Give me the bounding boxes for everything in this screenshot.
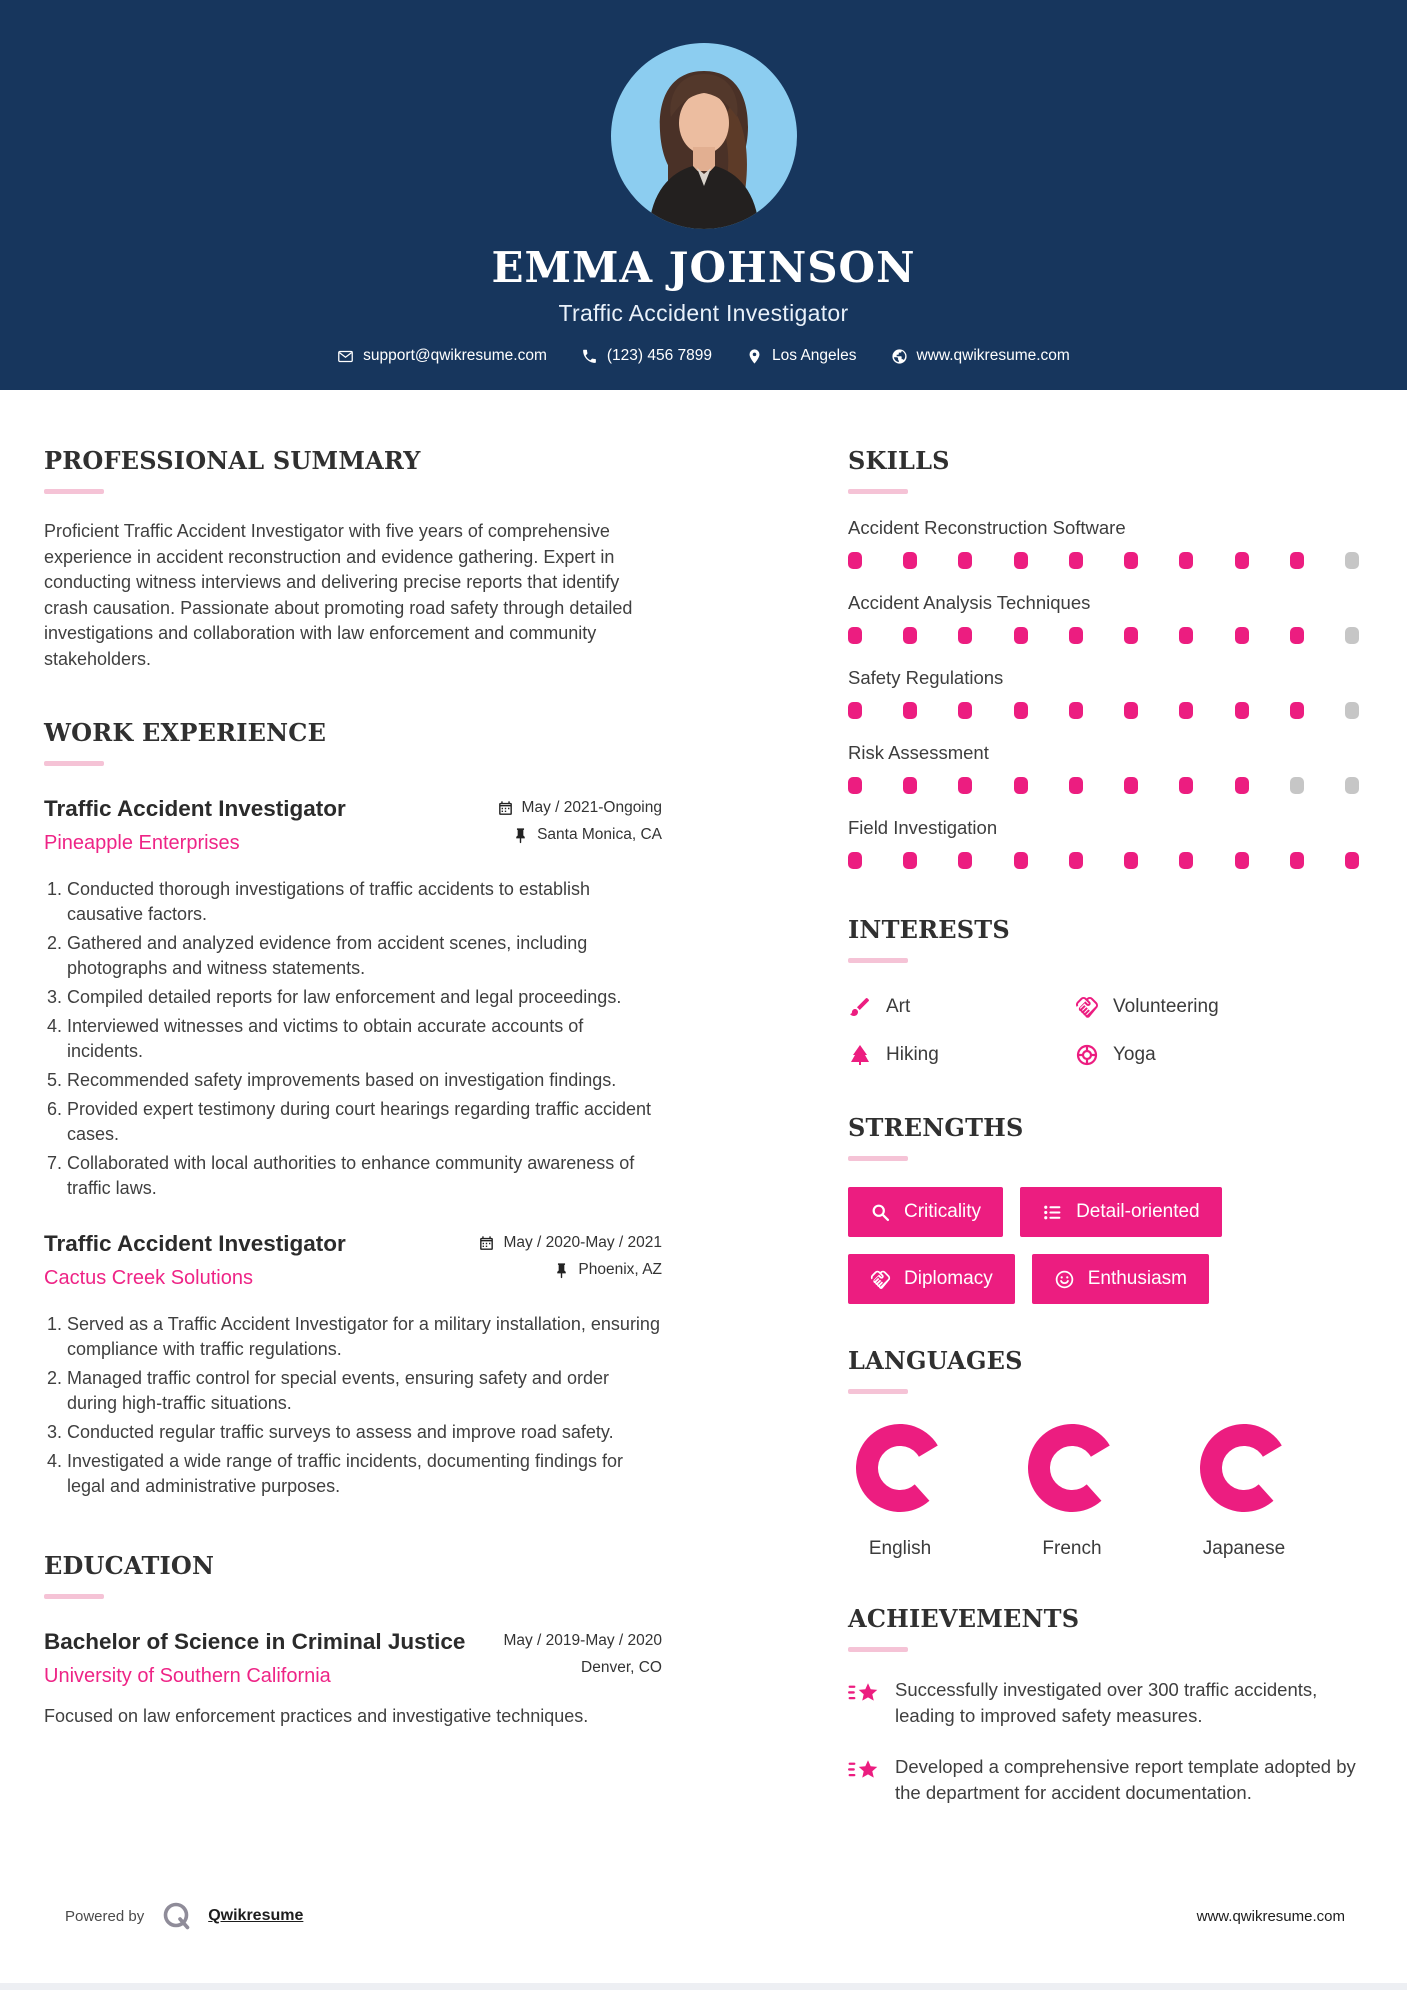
skill-dot-empty bbox=[1345, 552, 1359, 569]
education-description: Focused on law enforcement practices and investigative techniques. bbox=[44, 1706, 589, 1726]
section-heading: ACHIEVEMENTS bbox=[848, 1604, 1080, 1633]
skill-dot-filled bbox=[958, 552, 972, 569]
footer-website-link[interactable]: www.qwikresume.com bbox=[1196, 1907, 1345, 1925]
strength-chip bbox=[1032, 1254, 1209, 1304]
language-item bbox=[1192, 1424, 1364, 1560]
job-location: Santa Monica, CA bbox=[537, 826, 662, 843]
skill-dot-filled bbox=[903, 702, 917, 719]
contact-item bbox=[581, 347, 712, 365]
skill-dot-filled bbox=[1014, 552, 1028, 569]
heading-rule bbox=[848, 1389, 908, 1394]
language-item bbox=[848, 1424, 1020, 1560]
heading-rule bbox=[44, 489, 104, 494]
skill-name: Accident Analysis Techniques bbox=[848, 592, 1091, 613]
section-heading: PROFESSIONAL SUMMARY bbox=[44, 446, 421, 475]
pushpin-icon bbox=[556, 1660, 573, 1677]
interest-grid bbox=[848, 971, 1359, 1067]
language-level-arc bbox=[1028, 1424, 1116, 1512]
handshake-icon bbox=[870, 1269, 891, 1290]
skill-dot-filled bbox=[958, 777, 972, 794]
skill-dot-filled bbox=[1235, 777, 1249, 794]
skill-rating bbox=[848, 627, 1359, 644]
calendar-icon bbox=[497, 800, 514, 817]
skill-rating bbox=[848, 777, 1359, 794]
main-content bbox=[0, 390, 1407, 1806]
shooting-star-icon bbox=[848, 1679, 880, 1707]
skill-dot-empty bbox=[1290, 777, 1304, 794]
job-bullet: 3. Conducted regular traffic surveys to assess and improve road safety. bbox=[67, 1420, 662, 1445]
strength-chip bbox=[1020, 1187, 1222, 1237]
job-bullet: 2. Gathered and analyzed evidence from accident scenes, including photographs and witness statements. bbox=[67, 931, 662, 981]
contact-text: support@qwikresume.com bbox=[363, 347, 547, 364]
list-icon bbox=[1042, 1202, 1063, 1223]
contact-row bbox=[0, 347, 1407, 365]
skill-dot-filled bbox=[1290, 552, 1304, 569]
skill-dot-filled bbox=[1124, 702, 1138, 719]
skill-dot-filled bbox=[848, 627, 862, 644]
interest-label: Hiking bbox=[886, 1044, 939, 1065]
contact-text: (123) 456 7899 bbox=[606, 347, 713, 364]
skill-dot-filled bbox=[958, 702, 972, 719]
skill-dot-empty bbox=[1345, 627, 1359, 644]
section-heading: STRENGTHS bbox=[848, 1113, 1024, 1142]
skill-dot-filled bbox=[1179, 777, 1193, 794]
strength-chip bbox=[848, 1254, 1015, 1304]
skill-rating bbox=[848, 702, 1359, 719]
qwikresume-brand-link[interactable]: Qwikresume bbox=[208, 1907, 304, 1924]
skill-row bbox=[848, 517, 1359, 569]
language-item bbox=[1020, 1424, 1192, 1560]
job-entry bbox=[44, 1231, 662, 1499]
contact-item bbox=[746, 347, 856, 365]
avatar bbox=[611, 43, 797, 229]
skill-row bbox=[848, 667, 1359, 719]
skill-dot-filled bbox=[1069, 702, 1083, 719]
smiley-icon bbox=[1054, 1269, 1075, 1290]
job-entry bbox=[44, 796, 662, 1201]
section-heading: WORK EXPERIENCE bbox=[44, 718, 327, 747]
job-bullet: 6. Provided expert testimony during court hearings regarding traffic accident cases. bbox=[67, 1097, 662, 1147]
skill-dot-filled bbox=[1124, 552, 1138, 569]
skill-dot-filled bbox=[1124, 627, 1138, 644]
skill-dot-filled bbox=[1069, 777, 1083, 794]
skill-dot-filled bbox=[1069, 552, 1083, 569]
skill-rating bbox=[848, 552, 1359, 569]
language-label: English bbox=[868, 1538, 932, 1559]
job-title: Traffic Accident Investigator bbox=[44, 796, 346, 821]
pushpin-icon bbox=[512, 827, 529, 844]
skill-name: Safety Regulations bbox=[848, 667, 1004, 688]
skill-dot-filled bbox=[958, 852, 972, 869]
calendar-icon bbox=[478, 1235, 495, 1252]
skill-dot-filled bbox=[1179, 627, 1193, 644]
section-achievements bbox=[848, 1604, 1359, 1806]
skill-dot-filled bbox=[1179, 702, 1193, 719]
skill-dot-filled bbox=[1014, 702, 1028, 719]
left-column bbox=[44, 446, 662, 1806]
right-column bbox=[848, 446, 1359, 1806]
section-languages bbox=[848, 1346, 1359, 1560]
contact-item[interactable] bbox=[891, 347, 1070, 365]
interest-item bbox=[1075, 1043, 1359, 1067]
skill-dot-filled bbox=[1235, 702, 1249, 719]
strength-label: Enthusiasm bbox=[1087, 1268, 1187, 1289]
heading-rule bbox=[848, 1647, 908, 1652]
job-header bbox=[44, 796, 662, 855]
achievement-list bbox=[848, 1677, 1359, 1806]
page-bottom-edge bbox=[0, 1983, 1407, 1990]
handshake-icon bbox=[1075, 995, 1099, 1019]
language-label: Japanese bbox=[1202, 1538, 1286, 1559]
job-company: Pineapple Enterprises bbox=[44, 832, 240, 854]
section-strengths bbox=[848, 1113, 1359, 1304]
skill-dot-filled bbox=[1014, 777, 1028, 794]
job-bullet-list bbox=[44, 1312, 662, 1499]
heading-rule bbox=[848, 1156, 908, 1161]
language-list bbox=[848, 1424, 1359, 1560]
skill-dot-filled bbox=[1014, 852, 1028, 869]
strength-chip-list bbox=[848, 1187, 1359, 1304]
skill-dot-filled bbox=[1179, 852, 1193, 869]
portrait-illustration bbox=[611, 43, 797, 229]
strength-chip bbox=[848, 1187, 1003, 1237]
skill-dot-filled bbox=[958, 627, 972, 644]
job-bullet: 7. Collaborated with local authorities to enhance community awareness of traffic laws. bbox=[67, 1151, 662, 1201]
person-title: Traffic Accident Investigator bbox=[558, 300, 849, 326]
pushpin-icon bbox=[553, 1262, 570, 1279]
skill-rating bbox=[848, 852, 1359, 869]
skill-dot-filled bbox=[1124, 852, 1138, 869]
job-bullet: 2. Managed traffic control for special events, ensuring safety and order during high-traffic situations. bbox=[67, 1366, 662, 1416]
language-level-arc bbox=[1200, 1424, 1288, 1512]
job-bullet: 4. Interviewed witnesses and victims to obtain accurate accounts of incidents. bbox=[67, 1014, 662, 1064]
skill-dot-filled bbox=[1069, 852, 1083, 869]
skill-dot-filled bbox=[1290, 852, 1304, 869]
section-heading: INTERESTS bbox=[848, 915, 1010, 944]
job-list bbox=[44, 796, 662, 1499]
degree-title: Bachelor of Science in Criminal Justice bbox=[44, 1629, 466, 1654]
strength-label: Detail-oriented bbox=[1076, 1201, 1200, 1222]
heading-rule bbox=[848, 958, 908, 963]
location-pin-icon bbox=[746, 348, 763, 365]
section-education bbox=[44, 1551, 662, 1729]
section-interests bbox=[848, 915, 1359, 1067]
job-location-row bbox=[478, 1261, 662, 1279]
skill-dot-filled bbox=[903, 552, 917, 569]
skill-dot-filled bbox=[1235, 552, 1249, 569]
achievement-item bbox=[848, 1677, 1359, 1729]
skill-name: Accident Reconstruction Software bbox=[848, 517, 1126, 538]
section-professional-summary bbox=[44, 446, 662, 672]
skill-dot-empty bbox=[1345, 777, 1359, 794]
education-location: Denver, CO bbox=[581, 1659, 662, 1676]
skill-row bbox=[848, 592, 1359, 644]
heading-rule bbox=[44, 1594, 104, 1599]
skill-dot-filled bbox=[848, 702, 862, 719]
skill-dot-filled bbox=[1235, 627, 1249, 644]
job-bullet: 1. Served as a Traffic Accident Investigator for a military installation, ensuring compliance with traffic regulations. bbox=[67, 1312, 662, 1362]
skill-dot-filled bbox=[848, 777, 862, 794]
skill-dot-filled bbox=[1179, 552, 1193, 569]
footer bbox=[0, 1898, 1407, 1934]
job-meta bbox=[478, 1231, 662, 1279]
interest-label: Yoga bbox=[1113, 1044, 1156, 1065]
job-header bbox=[44, 1231, 662, 1290]
job-location: Phoenix, AZ bbox=[578, 1261, 662, 1278]
phone-icon bbox=[581, 348, 598, 365]
powered-by-label: Powered by bbox=[65, 1907, 145, 1925]
wheel-icon bbox=[1075, 1043, 1099, 1067]
header bbox=[0, 0, 1407, 390]
person-name: EMMA JOHNSON bbox=[491, 243, 916, 292]
skill-dot-filled bbox=[1290, 702, 1304, 719]
heading-rule bbox=[44, 761, 104, 766]
skill-dot-filled bbox=[903, 777, 917, 794]
heading-rule bbox=[848, 489, 908, 494]
skill-name: Risk Assessment bbox=[848, 742, 989, 763]
contact-text: Los Angeles bbox=[772, 347, 857, 364]
contact-text: www.qwikresume.com bbox=[916, 347, 1070, 364]
skill-dot-filled bbox=[1069, 627, 1083, 644]
skill-row bbox=[848, 817, 1359, 869]
summary-text: Proficient Traffic Accident Investigator with five years of comprehensive experience in accident reconstruction and evidence gathering. Expert in conducting witness interviews and delivering precise reports that identify crash causation. Passionate about promoting road safety through detailed investigations and collaboration with law enforcement and community stakeholders. bbox=[44, 521, 633, 669]
skill-dot-filled bbox=[1014, 627, 1028, 644]
job-date: May / 2021-Ongoing bbox=[521, 799, 662, 816]
job-bullet-list bbox=[44, 877, 662, 1201]
interest-label: Art bbox=[886, 996, 911, 1017]
job-title-block bbox=[44, 796, 346, 855]
skill-dot-filled bbox=[903, 852, 917, 869]
shooting-star-icon bbox=[848, 1756, 880, 1784]
globe-icon bbox=[891, 348, 908, 365]
contact-item[interactable] bbox=[337, 347, 547, 365]
skill-dot-empty bbox=[1345, 702, 1359, 719]
job-bullet: 3. Compiled detailed reports for law enforcement and legal proceedings. bbox=[67, 985, 662, 1010]
language-level-arc bbox=[856, 1424, 944, 1512]
skill-name: Field Investigation bbox=[848, 817, 998, 838]
job-date-row bbox=[497, 799, 662, 817]
job-bullet: 1. Conducted thorough investigations of traffic accidents to establish causative factors. bbox=[67, 877, 662, 927]
achievement-item bbox=[848, 1754, 1359, 1806]
interest-item bbox=[848, 995, 1075, 1019]
job-bullet: 4. Investigated a wide range of traffic incidents, documenting findings for legal and administrative purposes. bbox=[67, 1449, 662, 1499]
strength-label: Diplomacy bbox=[904, 1268, 993, 1289]
skill-list bbox=[848, 517, 1359, 869]
interest-label: Volunteering bbox=[1113, 996, 1219, 1017]
calendar-icon bbox=[478, 1633, 495, 1650]
job-title-block bbox=[44, 1231, 346, 1290]
interest-item bbox=[1075, 995, 1359, 1019]
school-name: University of Southern California bbox=[44, 1665, 331, 1687]
paintbrush-icon bbox=[848, 995, 872, 1019]
skill-dot-filled bbox=[1124, 777, 1138, 794]
skill-dot-filled bbox=[848, 552, 862, 569]
job-company: Cactus Creek Solutions bbox=[44, 1267, 253, 1289]
education-date: May / 2019-May / 2020 bbox=[503, 1632, 662, 1649]
skill-row bbox=[848, 742, 1359, 794]
achievement-text: Successfully investigated over 300 traffic accidents, leading to improved safety measures. bbox=[895, 1679, 1318, 1726]
job-meta bbox=[497, 796, 662, 844]
language-label: French bbox=[1042, 1538, 1102, 1559]
achievement-text: Developed a comprehensive report template adopted by the department for accident documentation. bbox=[895, 1756, 1356, 1803]
job-title: Traffic Accident Investigator bbox=[44, 1231, 346, 1256]
section-heading: SKILLS bbox=[848, 446, 950, 475]
section-heading: EDUCATION bbox=[44, 1551, 215, 1580]
section-heading: LANGUAGES bbox=[848, 1346, 1023, 1375]
qwikresume-logo-icon bbox=[158, 1898, 194, 1934]
job-bullet: 5. Recommended safety improvements based on investigation findings. bbox=[67, 1068, 662, 1093]
section-skills bbox=[848, 446, 1359, 869]
strength-label: Criticality bbox=[904, 1201, 982, 1222]
job-date: May / 2020-May / 2021 bbox=[503, 1234, 662, 1251]
job-location-row bbox=[497, 826, 662, 844]
skill-dot-filled bbox=[848, 852, 862, 869]
section-work-experience bbox=[44, 718, 662, 1499]
skill-dot-filled bbox=[1235, 852, 1249, 869]
skill-dot-filled bbox=[1345, 852, 1359, 869]
skill-dot-filled bbox=[903, 627, 917, 644]
search-icon bbox=[870, 1202, 891, 1223]
skill-dot-filled bbox=[1290, 627, 1304, 644]
interest-item bbox=[848, 1043, 1075, 1067]
job-date-row bbox=[478, 1234, 662, 1252]
education-meta bbox=[478, 1629, 662, 1677]
email-icon bbox=[337, 348, 354, 365]
tree-icon bbox=[848, 1043, 872, 1067]
